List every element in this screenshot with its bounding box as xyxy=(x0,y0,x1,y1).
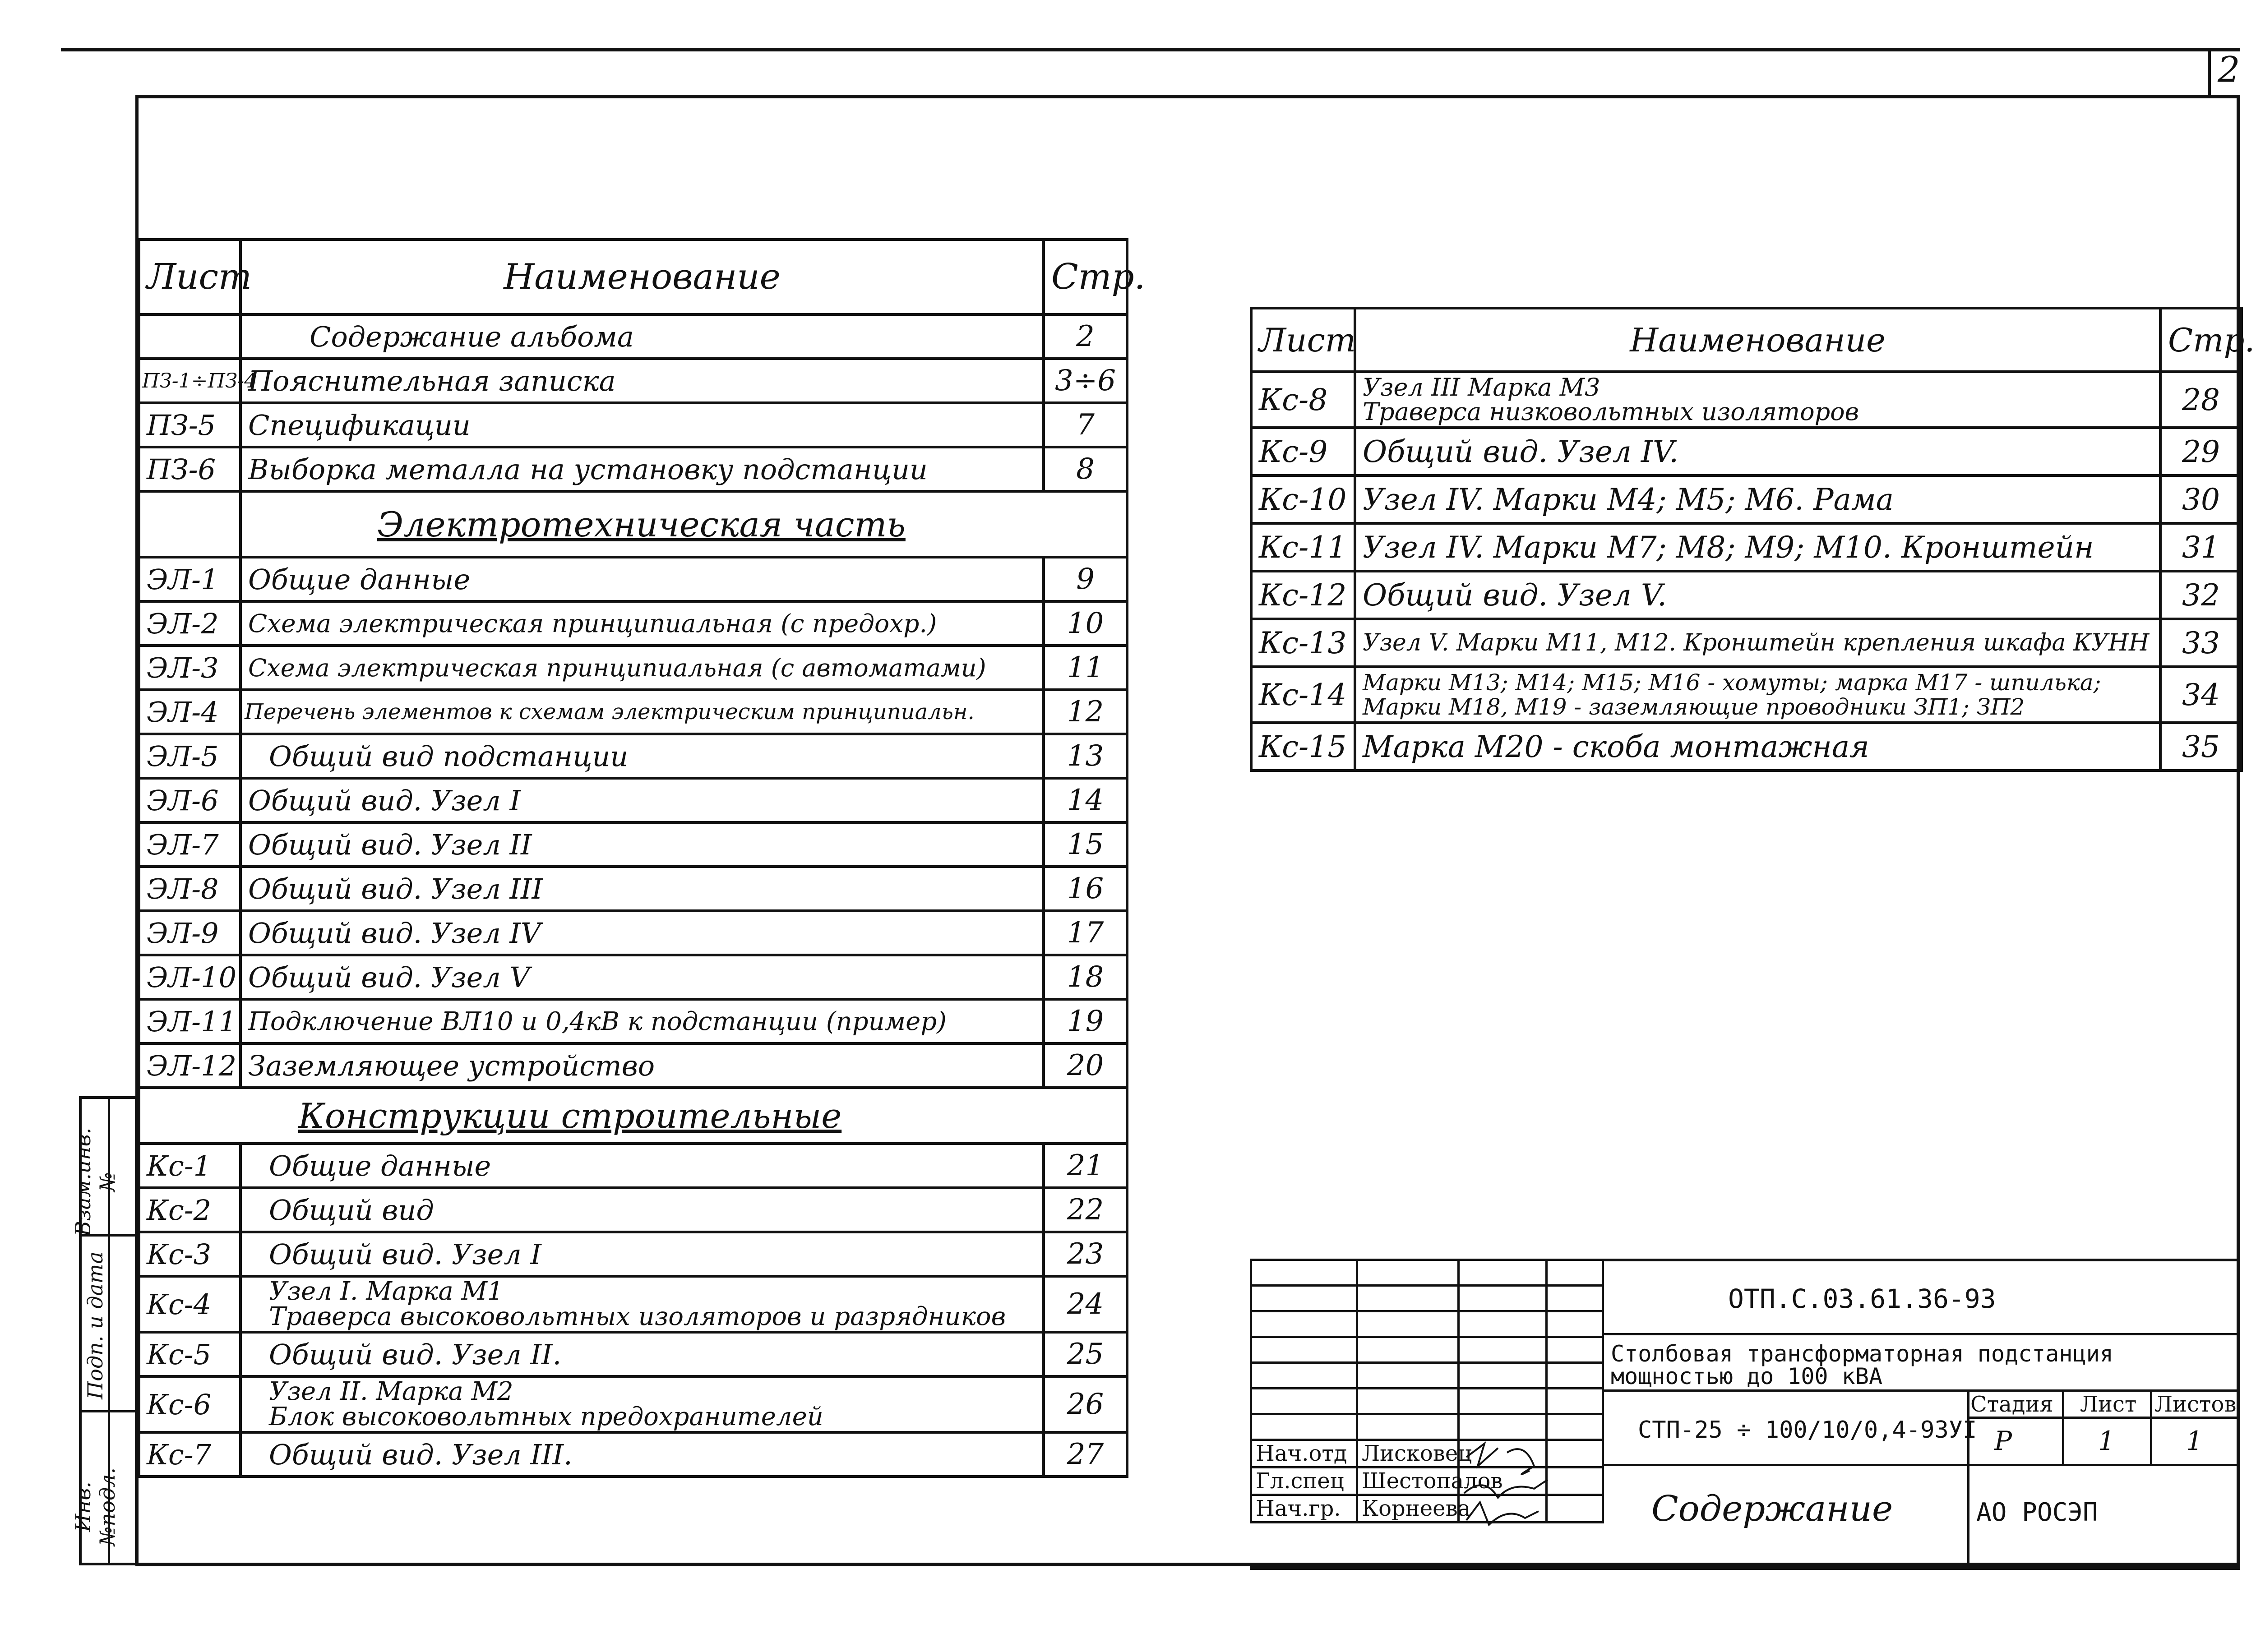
row-sheet xyxy=(139,314,240,359)
row-sheet: ПЗ-5 xyxy=(139,403,240,447)
table-row xyxy=(139,911,1127,955)
signature-name: Шестопалов xyxy=(1357,1467,1459,1495)
row-name: Узел IV. Марки М7; М8; М9; М10. Кронштейн xyxy=(1355,523,2160,571)
row-name-line2: Траверса низковольтных изоляторов xyxy=(1363,397,1859,426)
table-row xyxy=(139,314,1127,359)
row-page: 27 xyxy=(1044,1432,1127,1477)
table-header xyxy=(139,240,1127,314)
row-name: Общий вид xyxy=(240,1188,1044,1232)
row-page: 3÷6 xyxy=(1044,359,1127,403)
table-row xyxy=(139,557,1127,601)
table-row xyxy=(139,867,1127,911)
section-row xyxy=(139,1088,1127,1144)
title-divider xyxy=(1602,1333,2240,1335)
row-name: Общий вид. Узел III xyxy=(240,867,1044,911)
row-sheet: Кс-2 xyxy=(139,1188,240,1232)
header-page: Стр. xyxy=(1044,240,1127,314)
table-row xyxy=(139,778,1127,822)
row-sheet: Кс-15 xyxy=(1251,723,1355,771)
table-row xyxy=(139,403,1127,447)
title-divider xyxy=(1967,1389,1969,1566)
row-name xyxy=(240,1276,1044,1332)
row-page: 30 xyxy=(2160,475,2242,523)
row-name: Заземляющее устройство xyxy=(240,1043,1044,1088)
row-page: 23 xyxy=(1044,1232,1127,1276)
signature-name: Корнеева xyxy=(1357,1495,1459,1523)
row-sheet: Кс-9 xyxy=(1251,428,1355,475)
page-number: 2 xyxy=(2218,50,2240,90)
table-row xyxy=(139,1432,1127,1477)
row-page: 35 xyxy=(2160,723,2242,771)
table-row xyxy=(139,955,1127,999)
row-page: 10 xyxy=(1044,601,1127,646)
row-name: Общий вид. Узел II xyxy=(240,822,1044,867)
side-stamp-replace: Взам.инв.№ xyxy=(71,1127,120,1237)
row-page: 26 xyxy=(1044,1376,1127,1432)
row-page: 11 xyxy=(1044,646,1127,690)
row-page: 13 xyxy=(1044,734,1127,778)
table-row xyxy=(139,1376,1127,1432)
table-row xyxy=(139,690,1127,734)
row-sheet: ЭЛ-5 xyxy=(139,734,240,778)
row-sheet: Кс-10 xyxy=(1251,475,1355,523)
row-name: Содержание альбома xyxy=(240,314,1044,359)
table-row xyxy=(139,601,1127,646)
row-page: 7 xyxy=(1044,403,1127,447)
row-sheet: Кс-3 xyxy=(139,1232,240,1276)
row-page: 15 xyxy=(1044,822,1127,867)
contents-table-right xyxy=(1250,307,2255,772)
table-row xyxy=(1251,723,2242,771)
title-block xyxy=(1250,1259,2240,1566)
row-name: Общий вид. Узел III. xyxy=(240,1432,1044,1477)
sheets-label: Листов xyxy=(2154,1392,2237,1417)
row-name: Узел IV. Марки М4; М5; М6. Рама xyxy=(1355,475,2160,523)
table-row xyxy=(1251,523,2242,571)
row-page: 17 xyxy=(1044,911,1127,955)
signature-role: Нач.отд xyxy=(1251,1440,1357,1467)
row-page: 25 xyxy=(1044,1332,1127,1376)
row-name: Общий вид. Узел V xyxy=(240,955,1044,999)
description-line2: мощностью до 100 кВА xyxy=(1611,1363,1883,1389)
header-name: Наименование xyxy=(240,240,1044,314)
row-sheet: ЭЛ-11 xyxy=(139,999,240,1043)
row-page: 9 xyxy=(1044,557,1127,601)
title-divider xyxy=(1602,1389,2240,1392)
side-stamp xyxy=(71,1096,138,1565)
row-name xyxy=(1355,372,2160,428)
row-name: Пояснительная записка xyxy=(240,359,1044,403)
row-page: 20 xyxy=(1044,1043,1127,1088)
row-sheet: ЭЛ-4 xyxy=(139,690,240,734)
table-row xyxy=(139,1043,1127,1088)
side-stamp-sign: Подп. и дата xyxy=(83,1251,107,1399)
title-divider xyxy=(1602,1464,2240,1466)
sheet-value: 1 xyxy=(2098,1426,2115,1456)
table-row xyxy=(1251,372,2242,428)
sheets-value: 1 xyxy=(2186,1426,2203,1456)
row-sheet: Кс-8 xyxy=(1251,372,1355,428)
row-name-line1: Узел II. Марка М2 xyxy=(269,1377,513,1406)
row-name: Общий вид. Узел I xyxy=(240,1232,1044,1276)
row-page: 19 xyxy=(1044,999,1127,1043)
row-sheet: ЭЛ-10 xyxy=(139,955,240,999)
table-row xyxy=(1251,428,2242,475)
row-page: 2 xyxy=(1044,314,1127,359)
stage-value: Р xyxy=(1994,1426,2012,1456)
row-name-line2: Марки М18, М19 - заземляющие проводники ЗП1; ЗП2 xyxy=(1363,694,2025,720)
row-name xyxy=(240,1376,1044,1432)
row-name xyxy=(1355,667,2160,723)
table-row xyxy=(139,359,1127,403)
signature-scribbles xyxy=(1457,1439,1602,1538)
row-sheet: Кс-11 xyxy=(1251,523,1355,571)
row-page: 33 xyxy=(2160,619,2242,667)
row-name-line2: Траверса высоковольтных изоляторов и разрядников xyxy=(269,1302,1006,1331)
row-page: 29 xyxy=(2160,428,2242,475)
table-row xyxy=(139,1188,1127,1232)
table-row xyxy=(1251,667,2242,723)
row-sheet: Кс-4 xyxy=(139,1276,240,1332)
row-sheet: ЭЛ-6 xyxy=(139,778,240,822)
row-name: Общие данные xyxy=(240,1144,1044,1188)
table-row xyxy=(139,1332,1127,1376)
table-row xyxy=(139,822,1127,867)
section-spacer xyxy=(139,491,240,557)
row-page: 18 xyxy=(1044,955,1127,999)
section-electrical: Электротехническая часть xyxy=(240,491,1127,557)
table-row xyxy=(139,1232,1127,1276)
row-name: Марка М20 - скоба монтажная xyxy=(1355,723,2160,771)
row-name: Общий вид. Узел I xyxy=(240,778,1044,822)
row-sheet: Кс-6 xyxy=(139,1376,240,1432)
row-name: Общий вид. Узел II. xyxy=(240,1332,1044,1376)
document-title: Содержание xyxy=(1651,1489,1893,1529)
table-row xyxy=(139,1276,1127,1332)
signature-role: Нач.гр. xyxy=(1251,1495,1357,1523)
row-sheet: Кс-1 xyxy=(139,1144,240,1188)
designation: ОТП.С.03.61.36-93 xyxy=(1728,1283,1996,1314)
header-sheet: Лист xyxy=(139,240,240,314)
stage-label: Стадия xyxy=(1970,1392,2053,1417)
row-page: 16 xyxy=(1044,867,1127,911)
row-sheet: ЭЛ-8 xyxy=(139,867,240,911)
row-page: 14 xyxy=(1044,778,1127,822)
table-row xyxy=(139,447,1127,491)
top-rule xyxy=(61,48,2240,51)
row-name: Спецификации xyxy=(240,403,1044,447)
row-sheet: Кс-12 xyxy=(1251,571,1355,619)
row-sheet: ЭЛ-1 xyxy=(139,557,240,601)
row-sheet: ЭЛ-2 xyxy=(139,601,240,646)
header-name: Наименование xyxy=(1355,308,2160,372)
row-name-line1: Узел I. Марка М1 xyxy=(269,1277,504,1306)
row-name: Общие данные xyxy=(240,557,1044,601)
section-construction: Конструкции строительные xyxy=(139,1088,1127,1144)
header-sheet: Лист xyxy=(1251,308,1355,372)
row-sheet: Кс-7 xyxy=(139,1432,240,1477)
row-page: 31 xyxy=(2160,523,2242,571)
contents-table-left xyxy=(138,238,1146,1478)
row-name: Общий вид. Узел IV xyxy=(240,911,1044,955)
row-name: Общий вид подстанции xyxy=(240,734,1044,778)
row-name: Узел V. Марки М11, М12. Кронштейн крепления шкафа КУНН xyxy=(1355,619,2160,667)
row-name: Общий вид. Узел IV. xyxy=(1355,428,2160,475)
row-sheet: ЭЛ-9 xyxy=(139,911,240,955)
side-stamp-inv: Инв.№подл. xyxy=(71,1467,120,1546)
row-name-line1: Узел III Марка М3 xyxy=(1363,373,1600,401)
row-page: 24 xyxy=(1044,1276,1127,1332)
row-sheet: ЭЛ-12 xyxy=(139,1043,240,1088)
signature-name: Лисковец xyxy=(1357,1440,1459,1467)
row-name: Подключение ВЛ10 и 0,4кВ к подстанции (пример) xyxy=(240,999,1044,1043)
row-page: 32 xyxy=(2160,571,2242,619)
row-name: Перечень элементов к схемам электрическим принципиальн. xyxy=(240,690,1044,734)
row-page: 8 xyxy=(1044,447,1127,491)
title-divider xyxy=(2062,1389,2064,1466)
row-name: Схема электрическая принципиальная (с предохр.) xyxy=(240,601,1044,646)
product-code: СТП-25 ÷ 100/10/0,4-93УI xyxy=(1638,1417,1977,1444)
row-name: Схема электрическая принципиальная (с автоматами) xyxy=(240,646,1044,690)
row-name-line1: Марки М13; М14; М15; М16 - хомуты; марка М17 - шпилька; xyxy=(1363,669,2101,696)
table-row xyxy=(1251,571,2242,619)
row-sheet: ЭЛ-3 xyxy=(139,646,240,690)
row-sheet: ЭЛ-7 xyxy=(139,822,240,867)
section-row xyxy=(139,491,1127,557)
row-sheet: ПЗ-6 xyxy=(139,447,240,491)
row-page: 22 xyxy=(1044,1188,1127,1232)
table-row xyxy=(139,734,1127,778)
row-name-line2: Блок высоковольтных предохранителей xyxy=(269,1402,823,1431)
table-row xyxy=(139,646,1127,690)
bottom-rule xyxy=(1250,1566,2240,1570)
row-sheet: Кс-13 xyxy=(1251,619,1355,667)
table-row xyxy=(1251,475,2242,523)
row-page: 28 xyxy=(2160,372,2242,428)
row-sheet: Кс-5 xyxy=(139,1332,240,1376)
table-header xyxy=(1251,308,2242,372)
table-row xyxy=(139,999,1127,1043)
description-line1: Столбовая трансформаторная подстанция xyxy=(1611,1341,2113,1367)
row-page: 34 xyxy=(2160,667,2242,723)
row-name: Общий вид. Узел V. xyxy=(1355,571,2160,619)
row-page: 12 xyxy=(1044,690,1127,734)
header-page: Стр. xyxy=(2160,308,2242,372)
table-row xyxy=(139,1144,1127,1188)
title-divider xyxy=(2150,1389,2152,1466)
organization: АО РОСЭП xyxy=(1976,1498,2098,1527)
row-page: 21 xyxy=(1044,1144,1127,1188)
signature-role: Гл.спец xyxy=(1251,1467,1357,1495)
table-row xyxy=(1251,619,2242,667)
row-name: Выборка металла на установку подстанции xyxy=(240,447,1044,491)
sheet-label: Лист xyxy=(2080,1392,2137,1417)
row-sheet: Кс-14 xyxy=(1251,667,1355,723)
row-sheet: ПЗ-1÷ПЗ-4 xyxy=(139,359,240,403)
